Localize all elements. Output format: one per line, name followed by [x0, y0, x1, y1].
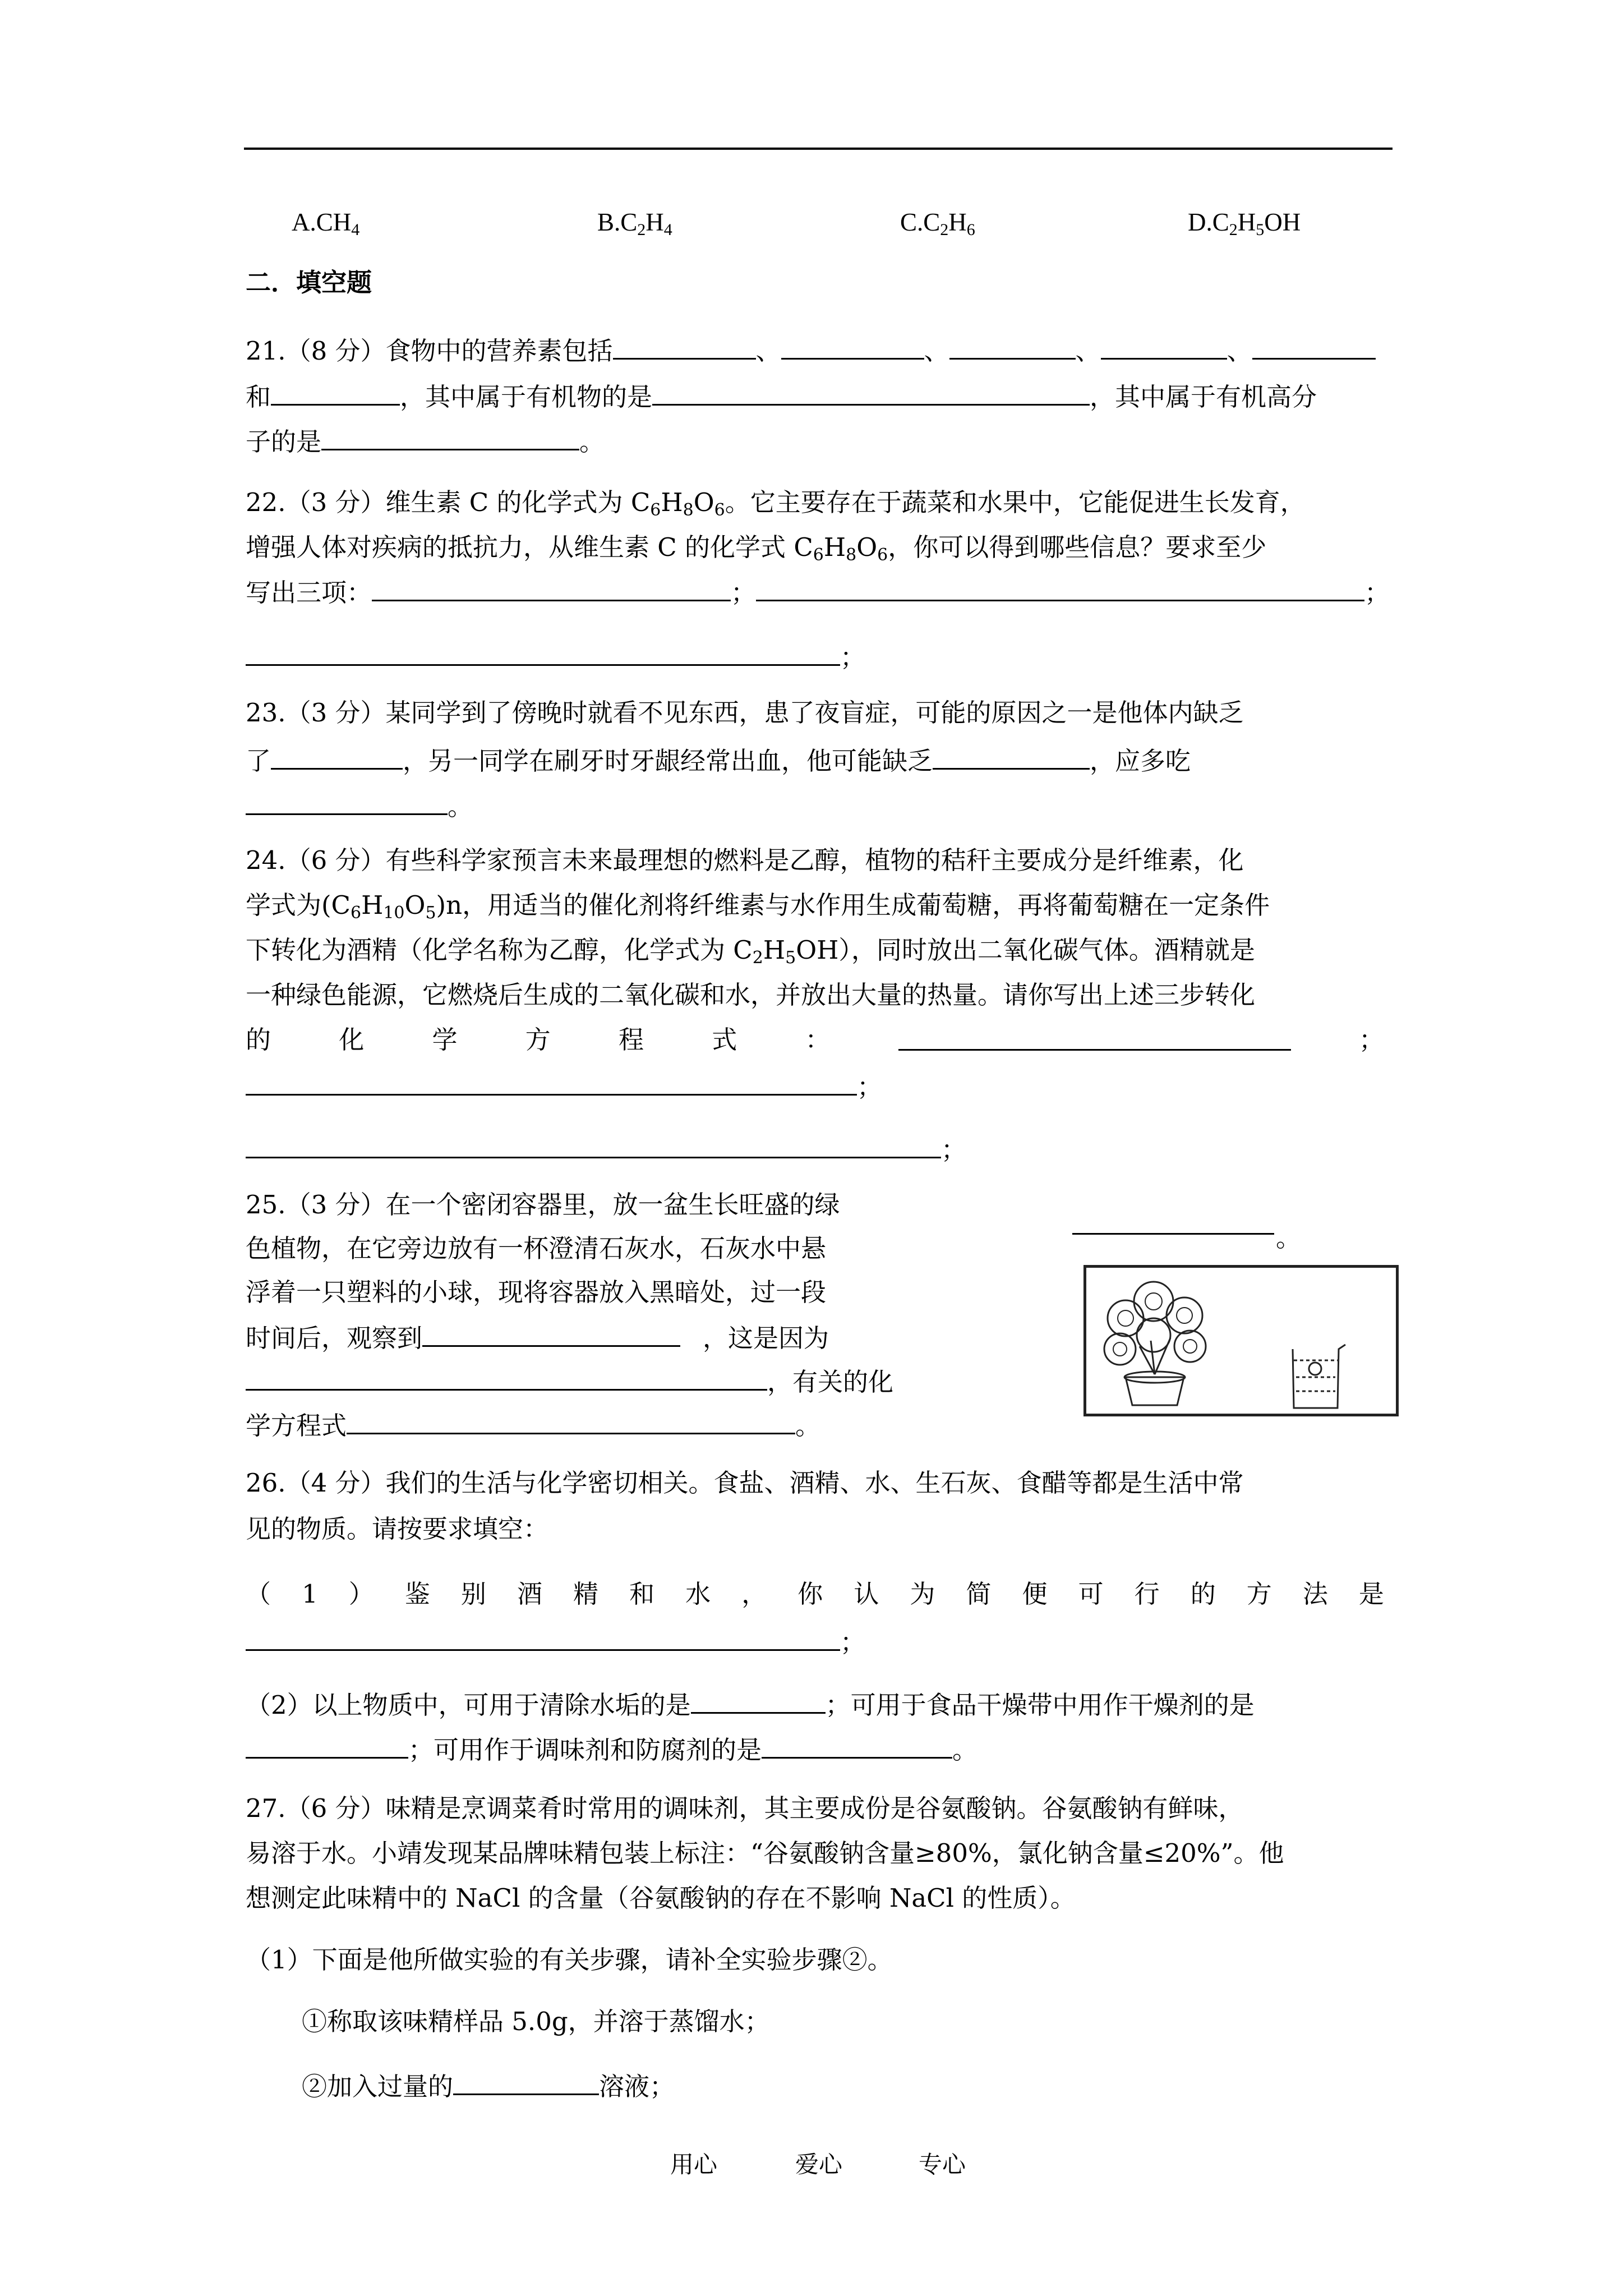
q25-line2: 色植物，在它旁边放有一杯澄清石灰水，石灰水中悬	[246, 1234, 827, 1263]
q26-blank-method[interactable]	[246, 1625, 840, 1651]
q24-char: 学	[432, 1025, 458, 1055]
q24-line7: ；	[246, 1132, 966, 1166]
q26-char: 鉴	[404, 1579, 430, 1609]
option-c: $C.C_2H_6$	[900, 208, 975, 239]
q23-line2: 了 ，另一同学在刷牙时牙龈经常出血，他可能缺乏 ，应多吃	[246, 743, 1191, 777]
section-title: 二．填空题	[246, 268, 372, 297]
q26-char: 水	[685, 1579, 711, 1609]
footer-item: 专心	[919, 2151, 966, 2178]
option-a: $A.CH_4$	[292, 208, 360, 239]
container-figure	[1083, 1265, 1399, 1416]
q24-char: 方	[525, 1025, 551, 1055]
beaker-icon	[1293, 1345, 1345, 1408]
q24-char: 程	[619, 1025, 644, 1055]
q25-blank-reason[interactable]	[246, 1364, 767, 1391]
q27-line3: 想测定此味精中的 NaCl 的含量（谷氨酸钠的存在不影响 NaCl 的性质）。	[246, 1883, 1076, 1913]
q24-blank-2[interactable]	[246, 1069, 857, 1096]
q26-part2-line1: （2）以上物质中，可用于清除水垢的是 ；可用于食品干燥带中用作干燥剂的是	[246, 1687, 1255, 1721]
q25-line3: 浮着一只塑料的小球，现将容器放入黑暗处，过一段	[246, 1277, 827, 1307]
q24-line1: 24.（6 分）有些科学家预言未来最理想的燃料是乙醇，植物的秸秆主要成分是纤维素，化	[246, 845, 1244, 875]
q23-line3: 。	[246, 789, 473, 822]
q23-line1: 23.（3 分）某同学到了傍晚时就看不见东西，患了夜盲症，可能的原因之一是他体内缺乏	[246, 698, 1244, 728]
q27-line1: 27.（6 分）味精是烹调菜肴时常用的调味剂，其主要成份是谷氨酸钠。谷氨酸钠有鲜味，	[246, 1793, 1244, 1823]
q24-line3: 下转化为酒精（化学名称为乙醇，化学式为 $C_2H_5OH$），同时放出二氧化碳气体。酒精就是	[246, 935, 1255, 968]
q26-char: 为	[910, 1579, 935, 1609]
option-d: $D.C_2H_5OH$	[1188, 208, 1301, 239]
q27-blank-reagent[interactable]	[453, 2069, 599, 2095]
q22-blank-3[interactable]	[246, 639, 840, 666]
plant-icon	[1104, 1282, 1206, 1405]
q22-blank-2[interactable]	[756, 575, 1364, 601]
q26-char: 可	[1078, 1579, 1104, 1609]
q26-char: ）	[348, 1579, 374, 1609]
q26-line1: 26.（4 分）我们的生活与化学密切相关。食盐、酒精、水、生石灰、食醋等都是生活中常	[246, 1468, 1244, 1498]
q23-blank-2[interactable]	[933, 743, 1090, 770]
q26-char: 你	[797, 1579, 823, 1609]
q26-part1-answer: ；	[246, 1625, 865, 1658]
q26-part2-line2: ；可用作于调味剂和防腐剂的是 。	[246, 1732, 978, 1766]
q26-char: 精	[573, 1579, 599, 1609]
q25-line4: 时间后，观察到 ，这是因为	[246, 1320, 829, 1354]
q24-char: ：	[805, 1025, 831, 1055]
q26-char: 行	[1134, 1579, 1160, 1609]
q24-line2: 学式为$(C_6H_{10}O_5)n$，用适当的催化剂将纤维素与水作用生成葡萄糖，再将葡萄糖在一定条件	[246, 890, 1270, 923]
q26-char: 的	[1190, 1579, 1216, 1609]
q21-blank-4[interactable]	[1101, 333, 1227, 360]
q22-line4: ；	[246, 639, 865, 673]
option-b: $B.C_2H_4$	[597, 208, 672, 239]
q26-char: 简	[966, 1579, 992, 1609]
q24-semicolon: ；	[1358, 1025, 1384, 1055]
q26-line2: 见的物质。请按要求填空：	[246, 1514, 549, 1544]
footer-item: 用心	[670, 2151, 718, 2178]
q24-char: 化	[339, 1025, 365, 1055]
q24-line4: 一种绿色能源，它燃烧后生成的二氧化碳和水，并放出大量的热量。请你写出上述三步转化	[246, 980, 1256, 1010]
q25-line6: 学方程式 。	[246, 1408, 820, 1442]
q24-char: 的	[246, 1025, 271, 1055]
q24-char: 式	[712, 1025, 737, 1055]
q26-blank-scale[interactable]	[691, 1687, 826, 1714]
q26-char: （	[246, 1579, 271, 1609]
q26-part1-line	[246, 1579, 1384, 1610]
figure-caption-blank[interactable]	[1072, 1233, 1274, 1235]
q22-line1: 22.（3 分）维生素 C 的化学式为 $C_6H_8O_6$。它主要存在于蔬菜和水果中，它能促进生长发育，	[246, 487, 1306, 520]
q21-blank-2[interactable]	[781, 333, 924, 360]
q24-blank-1[interactable]	[898, 1024, 1291, 1051]
q26-char: 和	[629, 1579, 655, 1609]
q25-blank-equation[interactable]	[347, 1408, 795, 1434]
q26-char: 方	[1246, 1579, 1272, 1609]
q21-blank-1[interactable]	[613, 333, 756, 360]
q23-blank-1[interactable]	[271, 743, 403, 770]
q22-line2: 增强人体对疾病的抵抗力，从维生素 C 的化学式 $C_6H_8O_6$，你可以得到哪些信息？要求至少	[246, 532, 1267, 565]
q27-step2: ②加入过量的 溶液；	[302, 2069, 675, 2102]
plant-and-beaker-illustration	[1086, 1268, 1396, 1414]
q27-line2: 易溶于水。小靖发现某品牌味精包装上标注：“谷氨酸钠含量≥80%，氯化钠含量≤20%”。他	[246, 1838, 1284, 1868]
q26-char: 便	[1022, 1579, 1048, 1609]
q26-char: 酒	[517, 1579, 542, 1609]
q25-line5: ，有关的化	[246, 1364, 893, 1398]
q21-line3: 子的是 。	[246, 424, 605, 458]
q26-char: 别	[460, 1579, 486, 1609]
q27-line4: （1）下面是他所做实验的有关步骤，请补全实验步骤②。	[246, 1945, 893, 1975]
q21-line2: 和 ，其中属于有机物的是 ，其中属于有机高分	[246, 379, 1317, 413]
q21-blank-3[interactable]	[949, 333, 1076, 360]
q21-blank-polymer[interactable]	[321, 424, 579, 450]
q26-char: 法	[1302, 1579, 1328, 1609]
figure-caption-end: 。	[1276, 1223, 1302, 1253]
q23-blank-3[interactable]	[246, 789, 448, 815]
q22-line3: 写出三项： ； ；	[246, 575, 1390, 609]
q21-blank-5[interactable]	[1252, 333, 1376, 360]
q21-line1: 21.（8 分）食物中的营养素包括 、 、 、 、	[246, 333, 1376, 367]
q24-line6: ；	[246, 1069, 882, 1103]
q26-char: 认	[854, 1579, 879, 1609]
q26-char: 1	[302, 1579, 318, 1609]
q21-blank-organic[interactable]	[652, 379, 1090, 406]
q25-blank-observe[interactable]	[422, 1320, 680, 1347]
q24-line5	[246, 1024, 1384, 1056]
footer-item: 爱心	[795, 2151, 843, 2178]
q25-line1: 25.（3 分）在一个密闭容器里，放一盆生长旺盛的绿	[246, 1190, 840, 1220]
header-rule	[244, 148, 1393, 150]
q27-step1: ①称取该味精样品 5.0g，并溶于蒸馏水；	[302, 2007, 770, 2036]
q26-blank-desiccant[interactable]	[246, 1732, 408, 1759]
q24-blank-3[interactable]	[246, 1132, 941, 1158]
q26-char: ，	[741, 1579, 767, 1609]
q26-char: 是	[1358, 1579, 1384, 1609]
q22-blank-1[interactable]	[372, 575, 731, 601]
q26-blank-seasoning[interactable]	[762, 1732, 952, 1759]
q21-blank-6[interactable]	[271, 379, 400, 406]
